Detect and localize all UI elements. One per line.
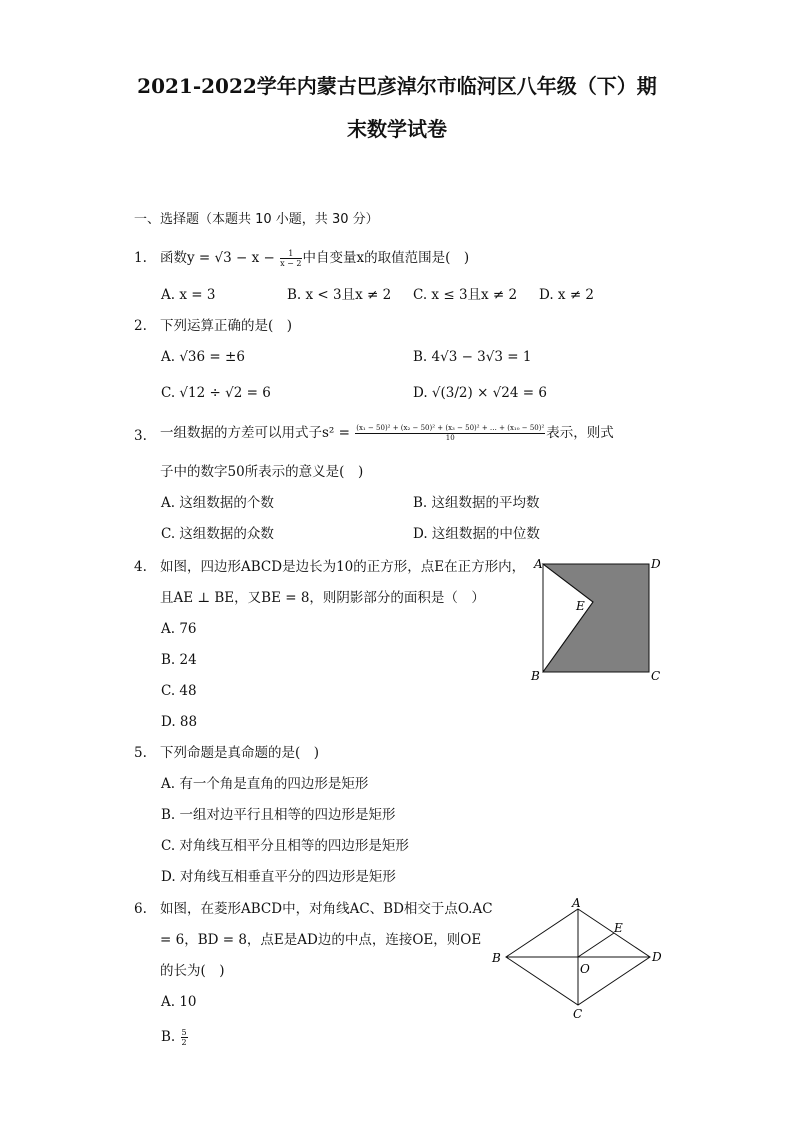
q6-option-b (161, 1028, 189, 1047)
q6-option-b-label: B. (161, 1029, 180, 1045)
q3-stem-a: 一组数据的方差可以用式子s² = (160, 425, 355, 441)
q4-square-figure (525, 552, 665, 686)
q3-stem-b: 表示，则式 (546, 425, 614, 441)
q3-option-c: C. 这组数据的众数 (161, 526, 274, 542)
q3-stem (160, 424, 614, 443)
q4-label-e: E (576, 599, 585, 613)
q6-stem-line1: 如图，在菱形ABCD中，对角线AC、BD相交于点O.AC (160, 901, 493, 917)
q5-option-b: B. 一组对边平行且相等的四边形是矩形 (161, 807, 396, 823)
page-title-line2: 末数学试卷 (347, 117, 447, 141)
q3-frac-num: (x₁ − 50)² + (x₂ − 50)² + (x₃ − 50)² + … + (x₁₀ − 50)² (356, 424, 545, 432)
q3-number: 3. (134, 428, 147, 444)
q1-option-d: D. x ≠ 2 (539, 287, 595, 303)
q2-number: 2. (134, 318, 147, 334)
q3-option-b: B. 这组数据的平均数 (413, 495, 540, 511)
q1-number: 1. (134, 250, 147, 266)
q4-stem-line1: 如图，四边形ABCD是边长为10的正方形，点E在正方形内， (160, 559, 526, 575)
q1-stem (160, 249, 469, 268)
q4-label-d: D (651, 557, 661, 571)
q4-shaded-region (543, 564, 649, 672)
q1-frac-num: 1 (280, 249, 301, 259)
q6-rhombus-figure (486, 895, 666, 1020)
q1-frac-den: x − 2 (280, 259, 302, 268)
q6-segment-oe (578, 933, 614, 957)
q1-option-a: A. x = 3 (161, 287, 216, 303)
q3-option-a: A. 这组数据的个数 (161, 495, 274, 511)
q2-option-d: D. √(3/2) × √24 = 6 (413, 385, 547, 401)
q2-stem: 下列运算正确的是( ) (160, 318, 293, 334)
q4-stem-line2: 且AE ⊥ BE，又BE = 8，则阴影部分的面积是（ ） (160, 590, 485, 606)
q4-label-a: A (534, 557, 543, 571)
q3-frac-den: 10 (445, 434, 455, 442)
q6-label-d: D (652, 950, 662, 964)
q1-fraction (280, 249, 301, 268)
q6-option-a: A. 10 (161, 994, 197, 1010)
q1-stem-a: 函数y = √3 − x − (160, 250, 280, 266)
q6-option-b-fraction (181, 1028, 188, 1047)
q2-option-a: A. √36 = ±6 (161, 349, 245, 365)
q5-stem: 下列命题是真命题的是( ) (160, 745, 320, 761)
q1-option-b: B. x < 3且x ≠ 2 (287, 287, 392, 303)
q6-stem-line2: = 6，BD = 8，点E是AD边的中点，连接OE，则OE (160, 932, 482, 948)
q5-option-c: C. 对角线互相平分且相等的四边形是矩形 (161, 838, 409, 854)
q6-label-c: C (573, 1007, 583, 1020)
page-title-line1: 2021-2022学年内蒙古巴彦淖尔市临河区八年级（下）期 (137, 74, 657, 98)
q6-optb-num: 5 (181, 1028, 187, 1037)
q6-label-b: B (492, 951, 501, 965)
q2-option-b: B. 4√3 − 3√3 = 1 (413, 349, 532, 365)
q6-optb-den: 2 (181, 1038, 187, 1047)
q4-option-d: D. 88 (161, 714, 198, 730)
q1-option-c: C. x ≤ 3且x ≠ 2 (413, 287, 518, 303)
q4-label-b: B (531, 669, 540, 683)
q4-number: 4. (134, 559, 147, 575)
q5-option-d: D. 对角线互相垂直平分的四边形是矩形 (161, 869, 396, 885)
q6-label-a: A (572, 896, 581, 910)
q3-fraction (355, 424, 545, 443)
q5-option-a: A. 有一个角是直角的四边形是矩形 (161, 776, 369, 792)
q4-option-a: A. 76 (161, 621, 197, 637)
q6-label-o: O (580, 962, 590, 976)
q1-stem-b: 中自变量x的取值范围是( ) (302, 250, 470, 266)
q2-option-c: C. √12 ÷ √2 = 6 (161, 385, 271, 401)
q4-option-b: B. 24 (161, 652, 197, 668)
q4-option-c: C. 48 (161, 683, 197, 699)
q4-label-c: C (651, 669, 661, 683)
q5-number: 5. (134, 745, 147, 761)
q3-option-d: D. 这组数据的中位数 (413, 526, 540, 542)
q6-stem-line3: 的长为( ) (160, 963, 225, 979)
q6-number: 6. (134, 901, 147, 917)
q3-stem-cont: 子中的数字50所表示的意义是( ) (160, 464, 364, 480)
q6-label-e: E (614, 921, 623, 935)
section-heading: 一、选择题（本题共 10 小题，共 30 分） (134, 212, 379, 227)
